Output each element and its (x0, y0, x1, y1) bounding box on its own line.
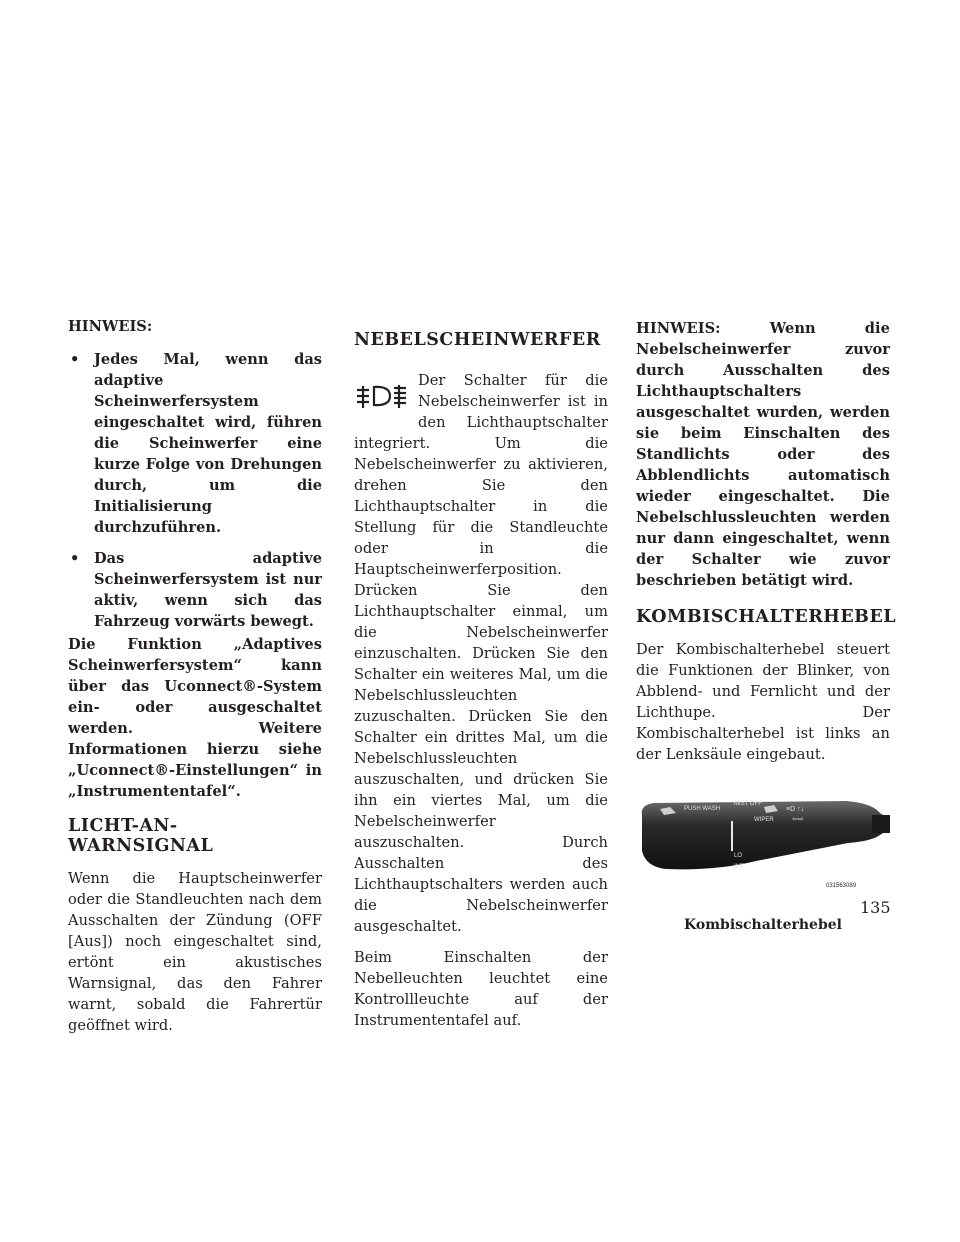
section-heading: LICHT-AN-WARNSIGNAL (68, 816, 214, 856)
lever-illustration (636, 791, 890, 891)
bullet-item: • Das adaptive Scheinwerfersystem ist nur aktiv, wenn sich das Fahrzeug vorwärts bewegt. (68, 548, 322, 632)
column-3 (636, 318, 897, 933)
svg-text:≡D ↑↓: ≡D ↑↓ (786, 806, 805, 813)
int-label: INT (734, 864, 744, 870)
section-heading: KOMBISCHALTERHEBEL (636, 607, 897, 627)
multifunction-lever-image (636, 791, 890, 911)
column-2 (354, 318, 608, 1031)
section-heading: NEBELSCHEINWERFER (354, 330, 601, 350)
bullet-item: • Jedes Mal, wenn das adaptive Scheinwerfersystem eingeschaltet wird, führen die Scheinwerfer eine kurze Folge von Drehungen durch, um die Initialisierung durchzuführen. (68, 349, 322, 538)
rear-fog-light-icon (354, 378, 410, 418)
body-paragraph: Der Kombischalterhebel steuert die Funktionen der Blinker, von Abblend- und Fernlicht und der Lichthupe. Der Kombischalterhebel ist links an der Lenksäule eingebaut. (636, 641, 890, 763)
body-paragraph: Der Schalter für die Nebelscheinwerfer ist in den Lichthauptschalter integriert. Um die Nebelscheinwerfer zu aktivieren, drehen Sie den Lichthauptschalter in die Stellung für die Standleuchte oder in die Hauptscheinwerferposition. Drücken Sie den Lichthauptschalter einmal, um die Nebelscheinwerfer einzuschalten. Drücken Sie den Schalter ein weiteres Mal, um die Nebelschlussleuchten zuzuschalten. Drücken Sie den Schalter ein drittes Mal, um die Nebelschlussleuchten auszuschalten, und drücken Sie ihn ein viertes Mal, um die Nebelscheinwerfer auszuschalten. Durch Ausschalten des Lichthauptschalters werden auch die Nebelscheinwerfer ausgeschaltet. (354, 372, 608, 935)
image-caption: Kombischalterhebel (684, 917, 842, 933)
page-number: 135 (860, 898, 891, 917)
mist-off-label: MIST OFF (734, 801, 762, 807)
push-wash-label: PUSH WASH (684, 806, 721, 812)
body-paragraph: Wenn die Hauptscheinwerfer oder die Standleuchten nach dem Ausschalten der Zündung (OFF [Aus]) noch eingeschaltet sind, ertönt ein akustisches Warnsignal, das den Fahrer warnt, sobald die Fahrertür geöffnet wird. (68, 870, 322, 1034)
lo-label: LO (734, 853, 743, 859)
note-paragraph: HINWEIS: Wenn die Nebelscheinwerfer zuvor durch Ausschalten des Lichthauptschalters ausgeschaltet wurden, werden sie beim Einschalten des Standlichts oder des Abblendlichts automatisch wieder eingeschaltet. Die Nebelschlussleuchten werden nur dann eingeschaltet, wenn der Schalter wie zuvor beschrieben betätigt wird. (636, 320, 890, 589)
fog-section (354, 370, 608, 937)
wiper-label: WIPER (754, 817, 774, 823)
note-paragraph: Die Funktion „Adaptives Scheinwerfersystem“ kann über das Uconnect®-System ein- oder ausgeschaltet werden. Weitere Informationen hierzu siehe „Uconnect®-Einstellungen“ in „Instrumententafel“. (68, 636, 322, 800)
svg-text:⇦⇨: ⇦⇨ (792, 816, 804, 823)
column-1 (68, 318, 322, 1036)
note-label: HINWEIS: (68, 318, 153, 335)
bullet-list (68, 349, 322, 632)
image-code: 031563089 (826, 883, 857, 889)
body-paragraph: Beim Einschalten der Nebelleuchten leuchtet eine Kontrollleuchte auf der Instrumententafel auf. (354, 949, 608, 1029)
